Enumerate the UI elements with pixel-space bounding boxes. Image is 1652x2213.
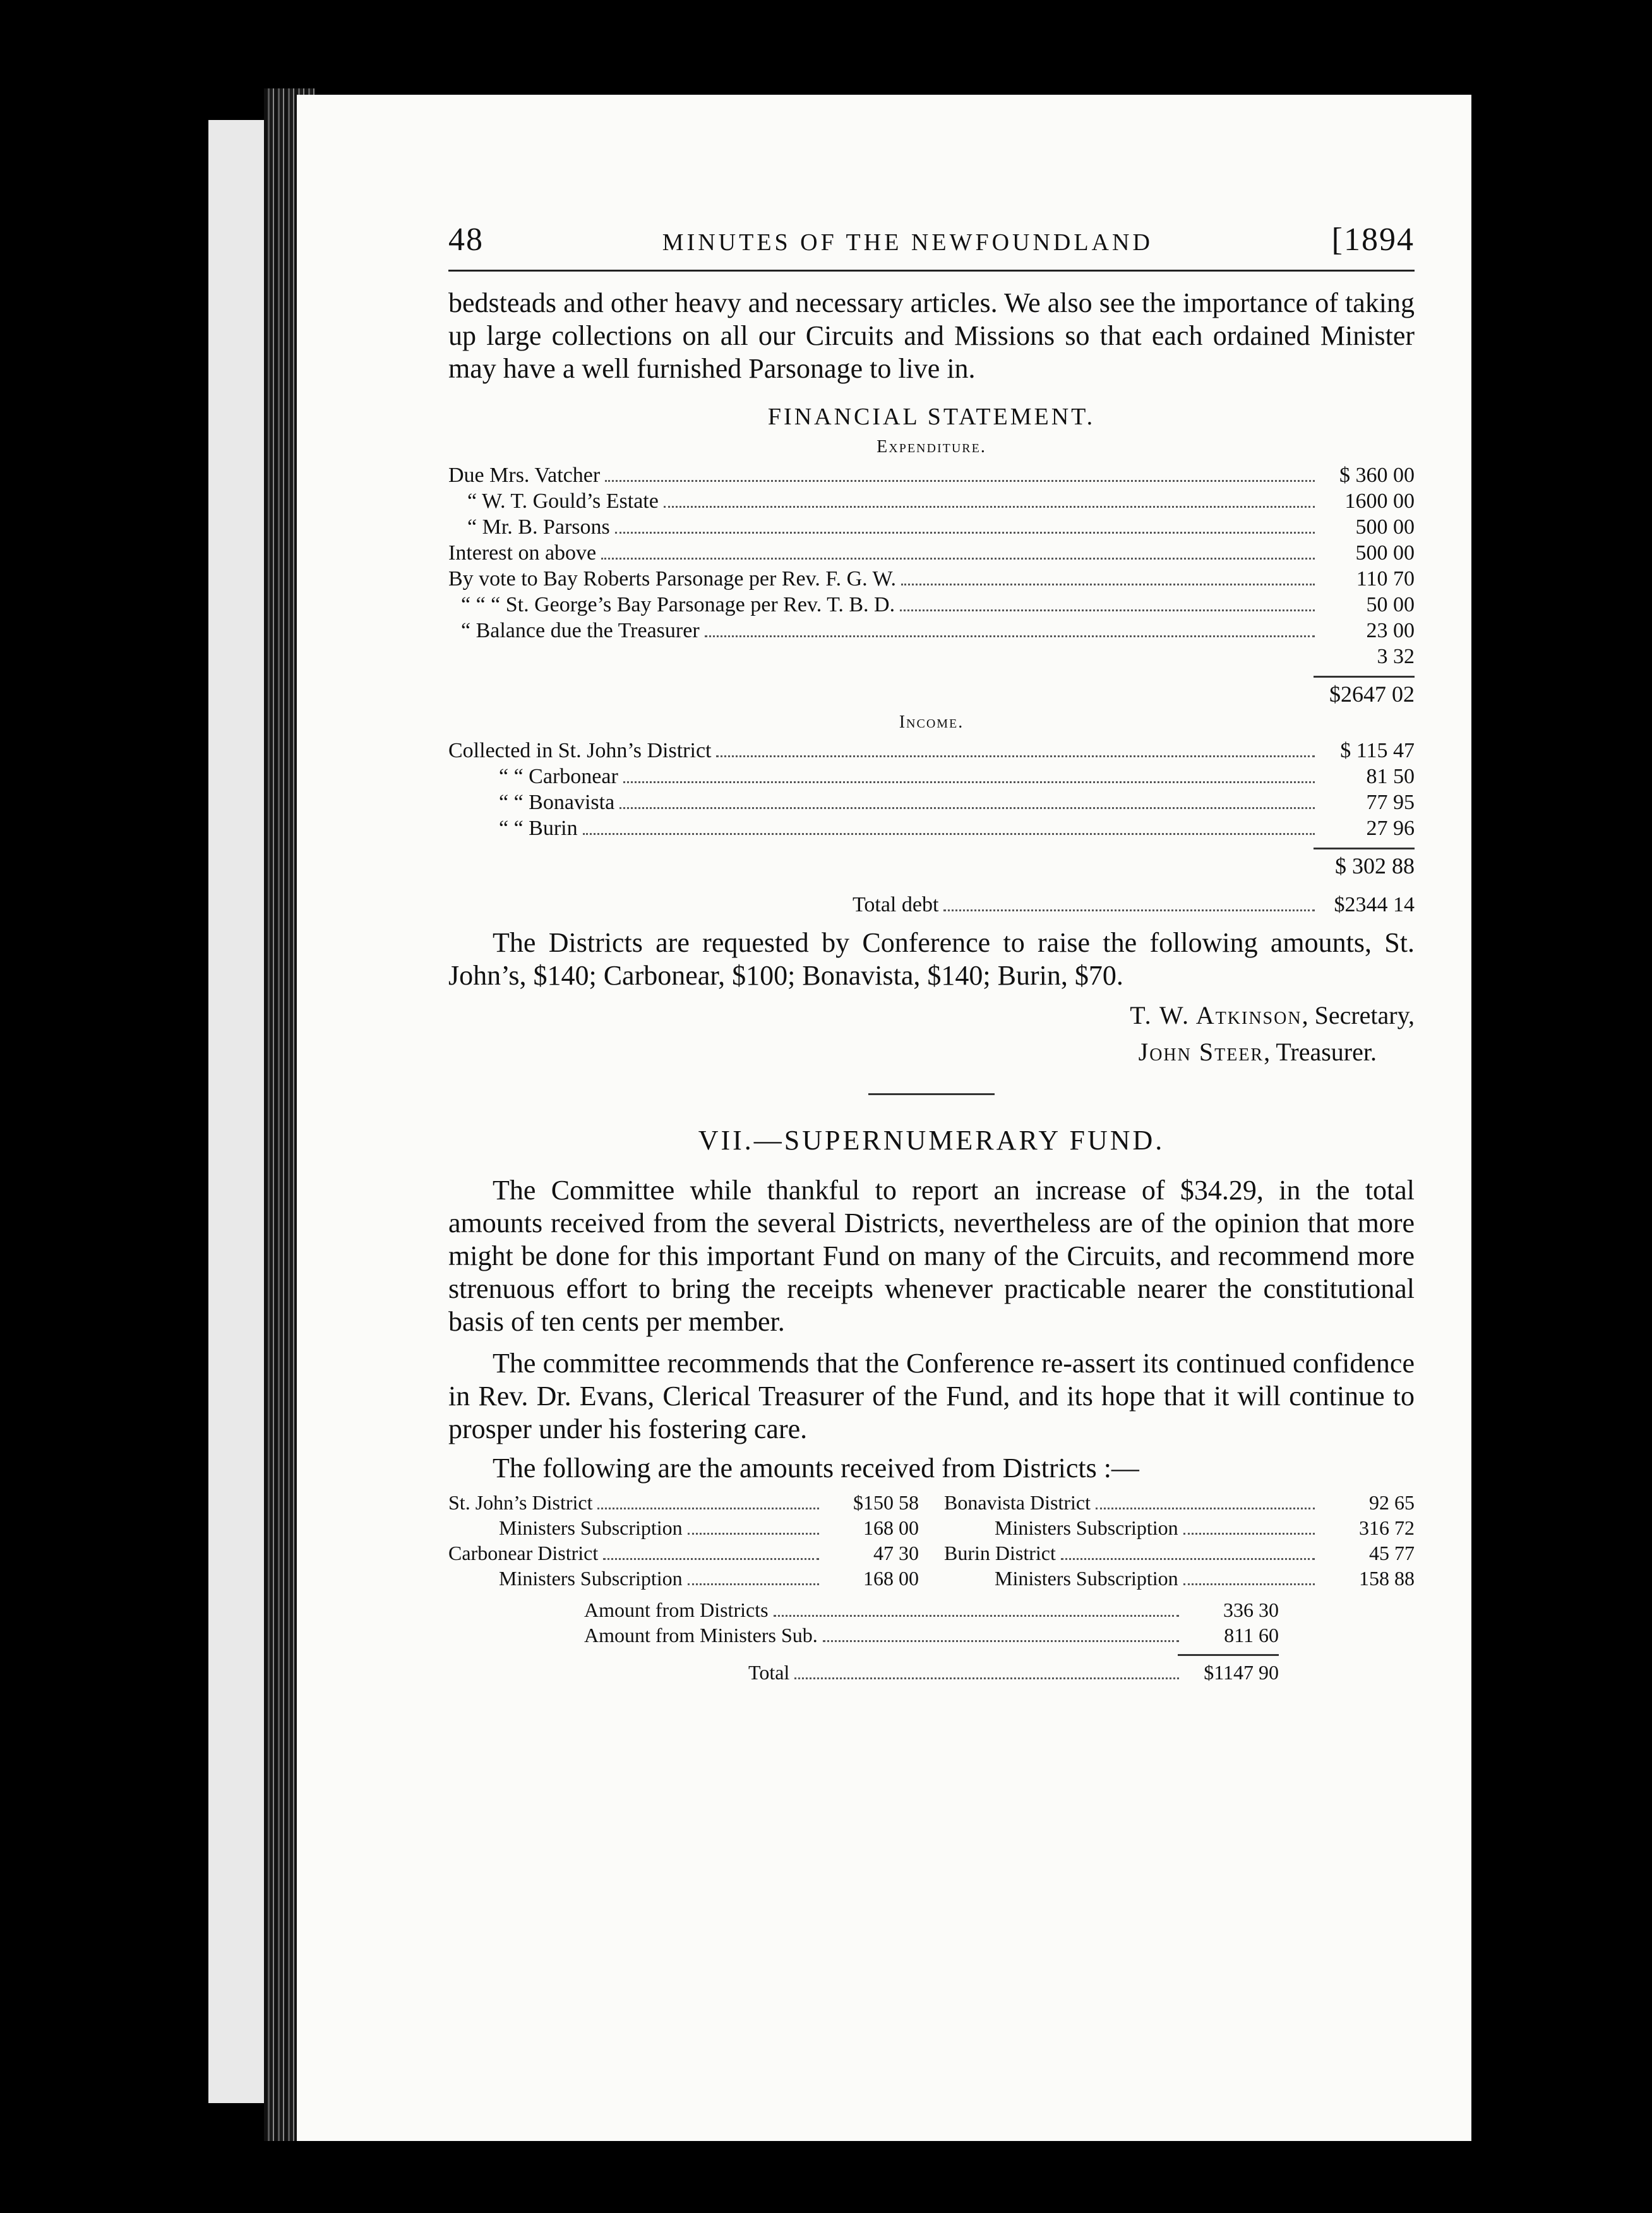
dot-leader bbox=[597, 1508, 819, 1509]
table-row bbox=[448, 815, 1415, 841]
treasurer-signature bbox=[448, 1034, 1415, 1071]
row-amount: 110 70 bbox=[1356, 567, 1415, 591]
row-amount: $1147 90 bbox=[1204, 1661, 1279, 1684]
right-column bbox=[944, 1490, 1415, 1591]
income-table bbox=[448, 738, 1415, 918]
row-amount: 27 96 bbox=[1366, 817, 1415, 840]
page-content bbox=[448, 221, 1415, 1685]
row-label: Ministers Subscription bbox=[995, 1567, 1178, 1590]
table-row bbox=[944, 1490, 1415, 1515]
row-label: “ “ Burin bbox=[499, 817, 578, 840]
summary-table bbox=[584, 1597, 1279, 1685]
dot-leader bbox=[1061, 1558, 1315, 1560]
income-heading: Income. bbox=[899, 712, 964, 732]
signatory-role: , Secretary, bbox=[1302, 1001, 1415, 1029]
row-label: Ministers Subscription bbox=[995, 1516, 1178, 1539]
dot-leader bbox=[603, 1558, 819, 1560]
subtotal-rule bbox=[584, 1648, 1279, 1660]
page-number: 48 bbox=[448, 222, 484, 258]
row-amount: $ 115 47 bbox=[1340, 739, 1415, 762]
row-amount: 1600 00 bbox=[1344, 489, 1415, 513]
row-label: Collected in St. John’s District bbox=[448, 739, 712, 762]
table-row bbox=[448, 764, 1415, 789]
dot-leader bbox=[794, 1677, 1179, 1679]
subtotal-rule bbox=[448, 669, 1415, 681]
row-amount: 81 50 bbox=[1366, 765, 1415, 788]
row-amount: 23 00 bbox=[1366, 619, 1415, 642]
row-label: Total bbox=[748, 1661, 790, 1684]
row-label: Bonavista District bbox=[944, 1491, 1091, 1514]
dot-leader bbox=[688, 1583, 819, 1585]
row-label: Due Mrs. Vatcher bbox=[448, 464, 601, 487]
row-amount: 158 88 bbox=[1359, 1567, 1415, 1590]
supernumerary-paragraph-1: The Committee while thankful to report an increase of $34.29, in the total amounts received from the several Districts, nevertheless are of the opinion that more might be done for this important Fund on many of the Circuits, and recommend more strenuous effort to bring the receipts whenever practicable nearer the constitutional basis of ten cents per member. bbox=[448, 1175, 1415, 1337]
row-label: Amount from Districts bbox=[584, 1598, 769, 1621]
row-label: Interest on above bbox=[448, 541, 597, 565]
row-amount: 336 30 bbox=[1223, 1598, 1279, 1621]
dot-leader bbox=[605, 480, 1315, 482]
table-row bbox=[448, 1515, 919, 1540]
table-row bbox=[944, 1515, 1415, 1540]
table-row bbox=[944, 1540, 1415, 1566]
row-label: Carbonear District bbox=[448, 1542, 599, 1564]
table-row bbox=[448, 738, 1415, 764]
row-label: “ Balance due the Treasurer bbox=[461, 619, 700, 642]
dot-leader bbox=[664, 506, 1315, 508]
row-amount: $150 58 bbox=[853, 1491, 919, 1514]
section-heading: VII.—SUPERNUMERARY FUND. bbox=[698, 1125, 1165, 1156]
row-label: Burin District bbox=[944, 1542, 1056, 1564]
dot-leader bbox=[900, 609, 1315, 611]
supernumerary-paragraph-2: The committee recommends that the Conference re-assert its continued confidence in Rev. Dr. Evans, Clerical Treasurer of the Fund, and its hope that it will continue to prosper under his fostering care. bbox=[448, 1348, 1415, 1444]
row-label: Ministers Subscription bbox=[499, 1516, 683, 1539]
table-row bbox=[448, 540, 1415, 566]
row-amount: 316 72 bbox=[1359, 1516, 1415, 1539]
row-label: St. John’s District bbox=[448, 1491, 593, 1514]
dot-leader bbox=[823, 1640, 1179, 1642]
row-amount: $ 360 00 bbox=[1339, 464, 1415, 487]
secretary-signature bbox=[448, 997, 1415, 1034]
table-row bbox=[448, 592, 1415, 618]
header-rule bbox=[448, 270, 1415, 272]
supernumerary-paragraph-3: The following are the amounts received from Districts :— bbox=[493, 1453, 1139, 1484]
dot-leader bbox=[716, 755, 1315, 757]
section-divider bbox=[868, 1093, 995, 1095]
dot-leader bbox=[688, 1533, 819, 1535]
page-year: [1894 bbox=[1331, 222, 1415, 258]
row-amount: 47 30 bbox=[873, 1542, 919, 1564]
row-amount: 3 32 bbox=[1377, 645, 1415, 668]
page-header bbox=[448, 221, 1415, 258]
table-row bbox=[944, 1566, 1415, 1591]
income-total: $ 302 88 bbox=[1335, 853, 1415, 879]
table-row bbox=[448, 644, 1415, 669]
financial-statement-title: FINANCIAL STATEMENT. bbox=[767, 404, 1096, 430]
dot-leader bbox=[901, 584, 1315, 585]
document-page bbox=[297, 95, 1471, 2141]
signatory-name: T. W. Atkinson bbox=[1130, 1001, 1302, 1029]
row-amount: 168 00 bbox=[863, 1567, 919, 1590]
row-label: “ “ Carbonear bbox=[499, 765, 618, 788]
expenditure-total: $2647 02 bbox=[1329, 681, 1415, 707]
sum-rule bbox=[1314, 676, 1415, 678]
row-label: “ W. T. Gould’s Estate bbox=[467, 489, 659, 513]
signatures bbox=[448, 997, 1415, 1071]
row-amount: 92 65 bbox=[1369, 1491, 1415, 1514]
dot-leader bbox=[615, 532, 1315, 534]
table-row bbox=[448, 1490, 919, 1515]
table-row bbox=[448, 566, 1415, 592]
row-amount: 811 60 bbox=[1224, 1624, 1279, 1646]
total-debt-amount: $2344 14 bbox=[1334, 893, 1415, 916]
table-row bbox=[448, 1540, 919, 1566]
dot-leader bbox=[1183, 1583, 1315, 1585]
dot-leader bbox=[774, 1615, 1179, 1617]
table-row bbox=[584, 1622, 1279, 1648]
row-label: Amount from Ministers Sub. bbox=[584, 1624, 818, 1646]
row-label: “ “ Bonavista bbox=[499, 791, 615, 814]
table-row bbox=[448, 514, 1415, 540]
running-title: MINUTES OF THE NEWFOUNDLAND bbox=[662, 229, 1153, 256]
row-amount: 168 00 bbox=[863, 1516, 919, 1539]
table-row bbox=[448, 462, 1415, 488]
row-amount: 500 00 bbox=[1355, 541, 1415, 565]
row-amount: 50 00 bbox=[1366, 593, 1415, 616]
total-debt-row bbox=[448, 892, 1415, 918]
sum-rule bbox=[1178, 1654, 1279, 1656]
signatory-name: John Steer bbox=[1138, 1038, 1264, 1066]
row-amount: 45 77 bbox=[1369, 1542, 1415, 1564]
row-label: Ministers Subscription bbox=[499, 1567, 683, 1590]
dot-leader bbox=[623, 781, 1315, 783]
dot-leader bbox=[1096, 1508, 1315, 1509]
table-row bbox=[584, 1597, 1279, 1622]
row-amount: 500 00 bbox=[1355, 515, 1415, 539]
table-row bbox=[448, 618, 1415, 644]
table-row bbox=[584, 1660, 1279, 1685]
dot-leader bbox=[620, 807, 1315, 809]
opening-paragraph: bedsteads and other heavy and necessary articles. We also see the importance of taking up large collections on all our Circuits and Missions so that each ordained Minister may have a well furnished Parsonage to live in. bbox=[448, 287, 1415, 384]
districts-paragraph: The Districts are requested by Conference to raise the following amounts, St. John’s, $140; Carbonear, $100; Bonavista, $140; Burin, $70. bbox=[448, 927, 1415, 991]
dot-leader bbox=[601, 558, 1315, 560]
signatory-role: , Treasurer. bbox=[1264, 1038, 1377, 1066]
row-label: By vote to Bay Roberts Parsonage per Rev. F. G. W. bbox=[448, 567, 897, 591]
row-label: “ Mr. B. Parsons bbox=[467, 515, 610, 539]
table-row bbox=[448, 789, 1415, 815]
subtotal-rule bbox=[448, 841, 1415, 853]
left-column bbox=[448, 1490, 919, 1591]
dot-leader bbox=[1183, 1533, 1315, 1535]
table-row bbox=[448, 1566, 919, 1591]
dot-leader bbox=[583, 833, 1315, 835]
row-amount: 77 95 bbox=[1366, 791, 1415, 814]
table-row bbox=[448, 488, 1415, 514]
expenditure-heading: Expenditure. bbox=[877, 437, 986, 457]
dot-leader bbox=[705, 635, 1315, 637]
district-amounts-table bbox=[448, 1490, 1415, 1591]
dot-leader bbox=[943, 909, 1315, 911]
sum-rule bbox=[1314, 848, 1415, 849]
row-label: “ “ “ St. George’s Bay Parsonage per Rev. T. B. D. bbox=[461, 593, 895, 616]
expenditure-table bbox=[448, 462, 1415, 707]
total-debt-label: Total debt bbox=[853, 893, 939, 916]
